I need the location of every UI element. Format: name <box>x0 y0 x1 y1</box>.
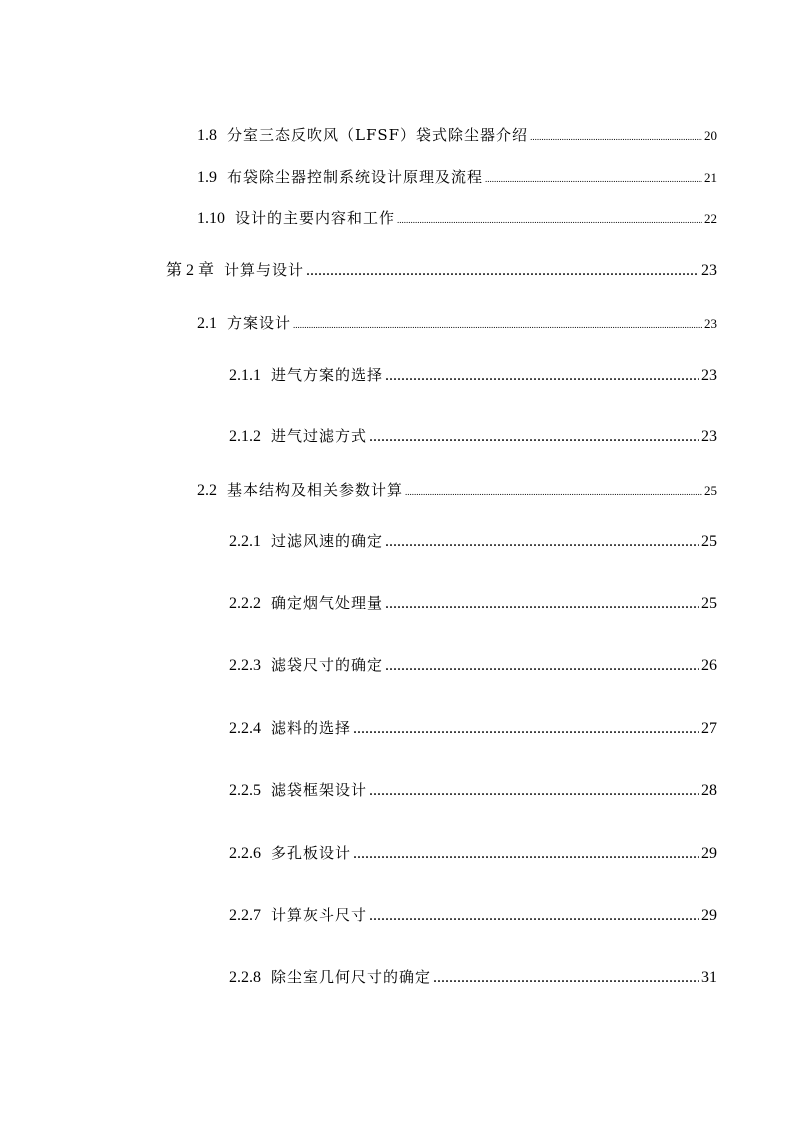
toc-entry-page: 25 <box>704 483 717 498</box>
toc-entry-number: 2.2.4 <box>229 720 261 737</box>
toc-leader-dots <box>385 366 699 386</box>
toc-entry-number: 第 2 章 <box>166 262 215 279</box>
toc-entry-title: 进气方案的选择 <box>271 366 384 384</box>
toc-leader-dots <box>530 127 702 147</box>
toc-leader-dots <box>369 427 699 447</box>
toc-entry-page: 20 <box>704 128 717 143</box>
toc-entry-number: 2.2.7 <box>229 907 261 924</box>
toc-entry-page: 21 <box>704 170 717 185</box>
toc-entry <box>229 718 717 739</box>
toc-entry-title: 滤料的选择 <box>271 719 352 737</box>
toc-entry-number: 2.2.3 <box>229 657 261 674</box>
toc-leader-dots <box>385 594 699 614</box>
toc-entry-title: 布袋除尘器控制系统设计原理及流程 <box>227 168 484 186</box>
toc-leader-dots <box>433 968 699 988</box>
toc-entry <box>229 905 717 926</box>
toc-entry-title: 除尘室几何尺寸的确定 <box>271 968 432 986</box>
toc-entry-page: 22 <box>704 211 717 226</box>
toc-entry <box>197 167 717 189</box>
toc-entry-page: 29 <box>701 907 717 924</box>
toc-entry-title: 确定烟气处理量 <box>271 594 384 612</box>
toc-entry-title: 过滤风速的确定 <box>271 532 384 550</box>
toc-entry-page: 29 <box>701 845 717 862</box>
toc-entry <box>229 843 717 864</box>
toc-entry <box>229 426 717 447</box>
toc-entry-number: 1.8 <box>197 127 217 144</box>
toc-entry-title: 基本结构及相关参数计算 <box>227 481 404 499</box>
toc-entry-number: 1.9 <box>197 169 217 186</box>
toc-entry-page: 23 <box>701 428 717 445</box>
toc-entry-number: 2.2.6 <box>229 845 261 862</box>
toc-leader-dots <box>385 656 699 676</box>
toc-entry-number: 2.2.5 <box>229 782 261 799</box>
toc-entry-title: 计算与设计 <box>224 261 305 279</box>
toc-entry-page: 25 <box>701 533 717 550</box>
toc-entry <box>229 365 717 386</box>
toc-entry-page: 26 <box>701 657 717 674</box>
toc-entry-page: 27 <box>701 720 717 737</box>
toc-leader-dots <box>405 482 702 502</box>
toc-entry <box>229 967 717 988</box>
toc-entry-page: 25 <box>701 595 717 612</box>
toc-entry-title: 方案设计 <box>227 314 292 332</box>
toc-entry <box>197 125 717 147</box>
toc-entry <box>197 313 717 335</box>
toc-entry-number: 2.2.8 <box>229 969 261 986</box>
toc-entry-number: 1.10 <box>197 210 225 227</box>
toc-entry-number: 2.1 <box>197 315 217 332</box>
toc-entry <box>229 780 717 801</box>
toc-entry-title: 滤袋框架设计 <box>271 781 368 799</box>
toc-entry-title: 计算灰斗尺寸 <box>271 906 368 924</box>
toc-leader-dots <box>369 781 699 801</box>
toc-entry <box>197 480 717 502</box>
toc-entry-number: 2.2.2 <box>229 595 261 612</box>
toc-chapter-entry <box>166 260 717 281</box>
toc-entry-number: 2.1.1 <box>229 367 261 384</box>
toc-leader-dots <box>293 315 702 335</box>
toc-entry-title: 设计的主要内容和工作 <box>235 209 396 227</box>
toc-entry-page: 23 <box>701 262 717 279</box>
toc-leader-dots <box>353 844 699 864</box>
toc-entry-title: 多孔板设计 <box>271 844 352 862</box>
toc-leader-dots <box>369 906 699 926</box>
toc-entry-title: 滤袋尺寸的确定 <box>271 656 384 674</box>
toc-entry <box>229 655 717 676</box>
toc-entry-title: 分室三态反吹风（LFSF）袋式除尘器介绍 <box>227 126 529 144</box>
toc-entry <box>229 593 717 614</box>
toc-leader-dots <box>385 532 699 552</box>
toc-entry-page: 31 <box>701 969 717 986</box>
toc-entry <box>197 208 717 230</box>
toc-entry-number: 2.2.1 <box>229 533 261 550</box>
toc-entry-number: 2.1.2 <box>229 428 261 445</box>
toc-entry-page: 23 <box>701 367 717 384</box>
toc-entry-title: 进气过滤方式 <box>271 427 368 445</box>
toc-entry-page: 23 <box>704 316 717 331</box>
toc-leader-dots <box>306 261 699 281</box>
toc-entry-number: 2.2 <box>197 482 217 499</box>
toc-entry <box>229 531 717 552</box>
toc-entry-page: 28 <box>701 782 717 799</box>
toc-leader-dots <box>353 719 699 739</box>
toc-leader-dots <box>485 169 702 189</box>
toc-leader-dots <box>397 210 702 230</box>
